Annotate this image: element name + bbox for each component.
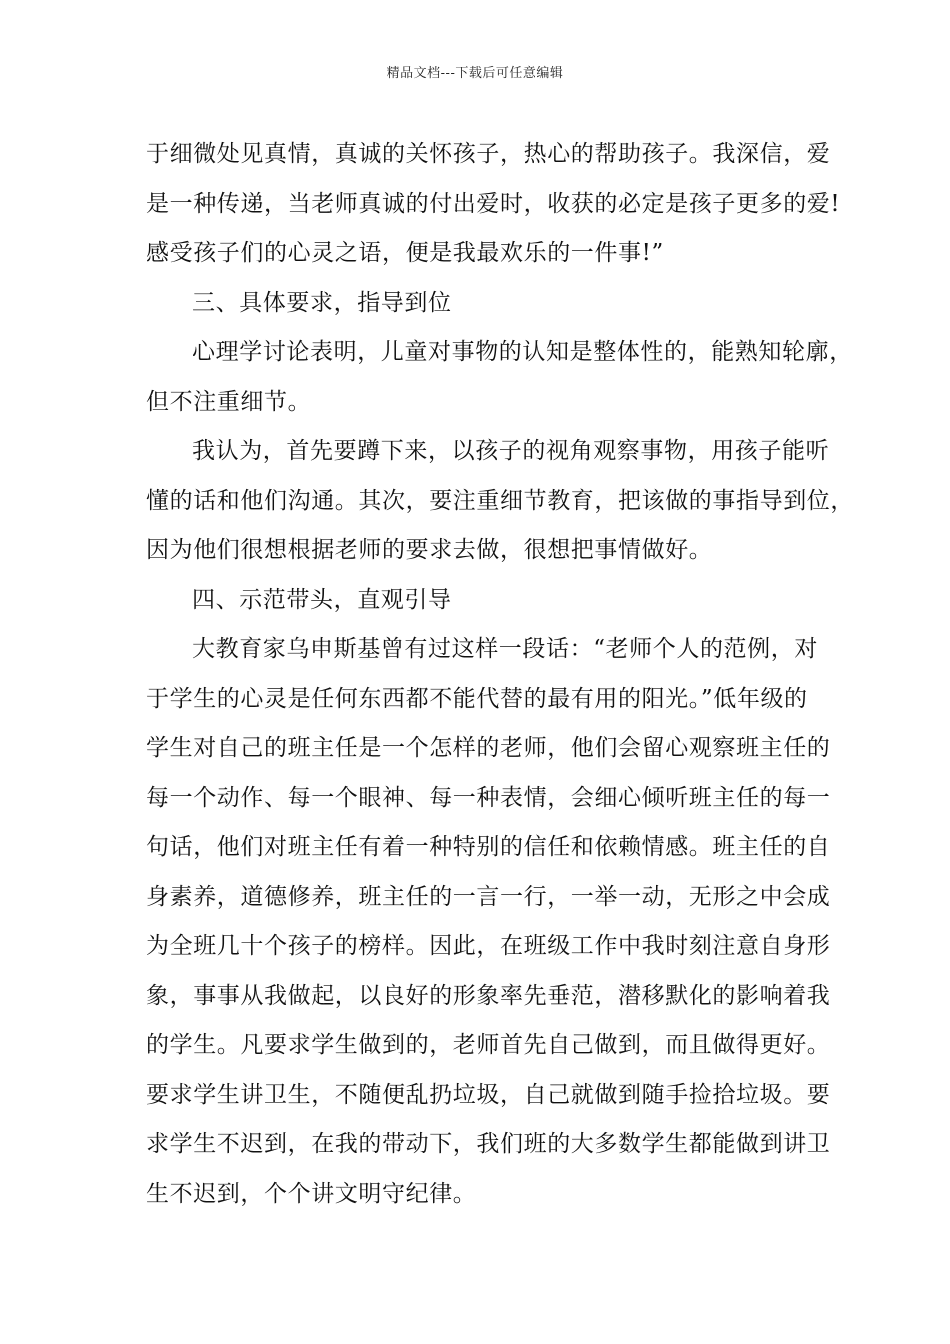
page-header: 精品文档---下载后可任意编辑 xyxy=(386,66,564,81)
text-line: 因为他们很想根据老师的要求去做，很想把事情做好。 xyxy=(146,537,713,563)
text-line: 的学生。凡要求学生做到的，老师首先自己做到，而且做得更好。 xyxy=(146,1032,831,1058)
text-line: 是一种传递，当老师真诚的付出爱时，收获的必定是孩子更多的爱! xyxy=(146,190,841,217)
text-line: 于学生的心灵是任何东西都不能代替的最有用的阳光。”低年级的 xyxy=(146,685,808,712)
text-line: 每一个动作、每一个眼神、每一种表情，会细心倾听班主任的每一 xyxy=(146,784,831,811)
text-line: 于细微处见真情，真诚的关怀孩子，热心的帮助孩子。我深信，爱 xyxy=(146,141,831,167)
text-line: 生不迟到，个个讲文明守纪律。 xyxy=(146,1180,477,1207)
text-line: 身素养，道德修养，班主任的一言一行，一举一动，无形之中会成 xyxy=(146,883,831,910)
text-line: 要求学生讲卫生，不随便乱扔垃圾，自己就做到随手捡拾垃圾。要 xyxy=(146,1081,831,1108)
section-heading: 四、示范带头，直观引导 xyxy=(192,586,452,613)
text-line: 但不注重细节。 xyxy=(146,388,312,415)
text-line: 象，事事从我做起，以良好的形象率先垂范，潜移默化的影响着我 xyxy=(146,982,831,1009)
section-heading: 三、具体要求，指导到位 xyxy=(192,289,452,316)
text-line: 为全班几十个孩子的榜样。因此，在班级工作中我时刻注意自身形 xyxy=(146,933,831,959)
text-line: 句话，他们对班主任有着一种特别的信任和依赖情感。班主任的自 xyxy=(146,834,831,860)
document-body xyxy=(146,130,854,1219)
text-line: 求学生不迟到，在我的带动下，我们班的大多数学生都能做到讲卫 xyxy=(146,1131,831,1157)
text-line: 心理学讨论表明，儿童对事物的认知是整体性的，能熟知轮廓， xyxy=(192,339,853,365)
text-line: 学生对自己的班主任是一个怎样的老师，他们会留心观察班主任的 xyxy=(146,735,831,761)
text-line: 感受孩子们的心灵之语，便是我最欢乐的一件事!” xyxy=(146,240,664,266)
text-line: 我认为，首先要蹲下来，以孩子的视角观察事物，用孩子能听 xyxy=(192,438,830,464)
text-line: 大教育家乌申斯基曾有过这样一段话：“老师个人的范例，对 xyxy=(192,636,818,662)
text-line: 懂的话和他们沟通。其次，要注重细节教育，把该做的事指导到位， xyxy=(146,487,854,514)
